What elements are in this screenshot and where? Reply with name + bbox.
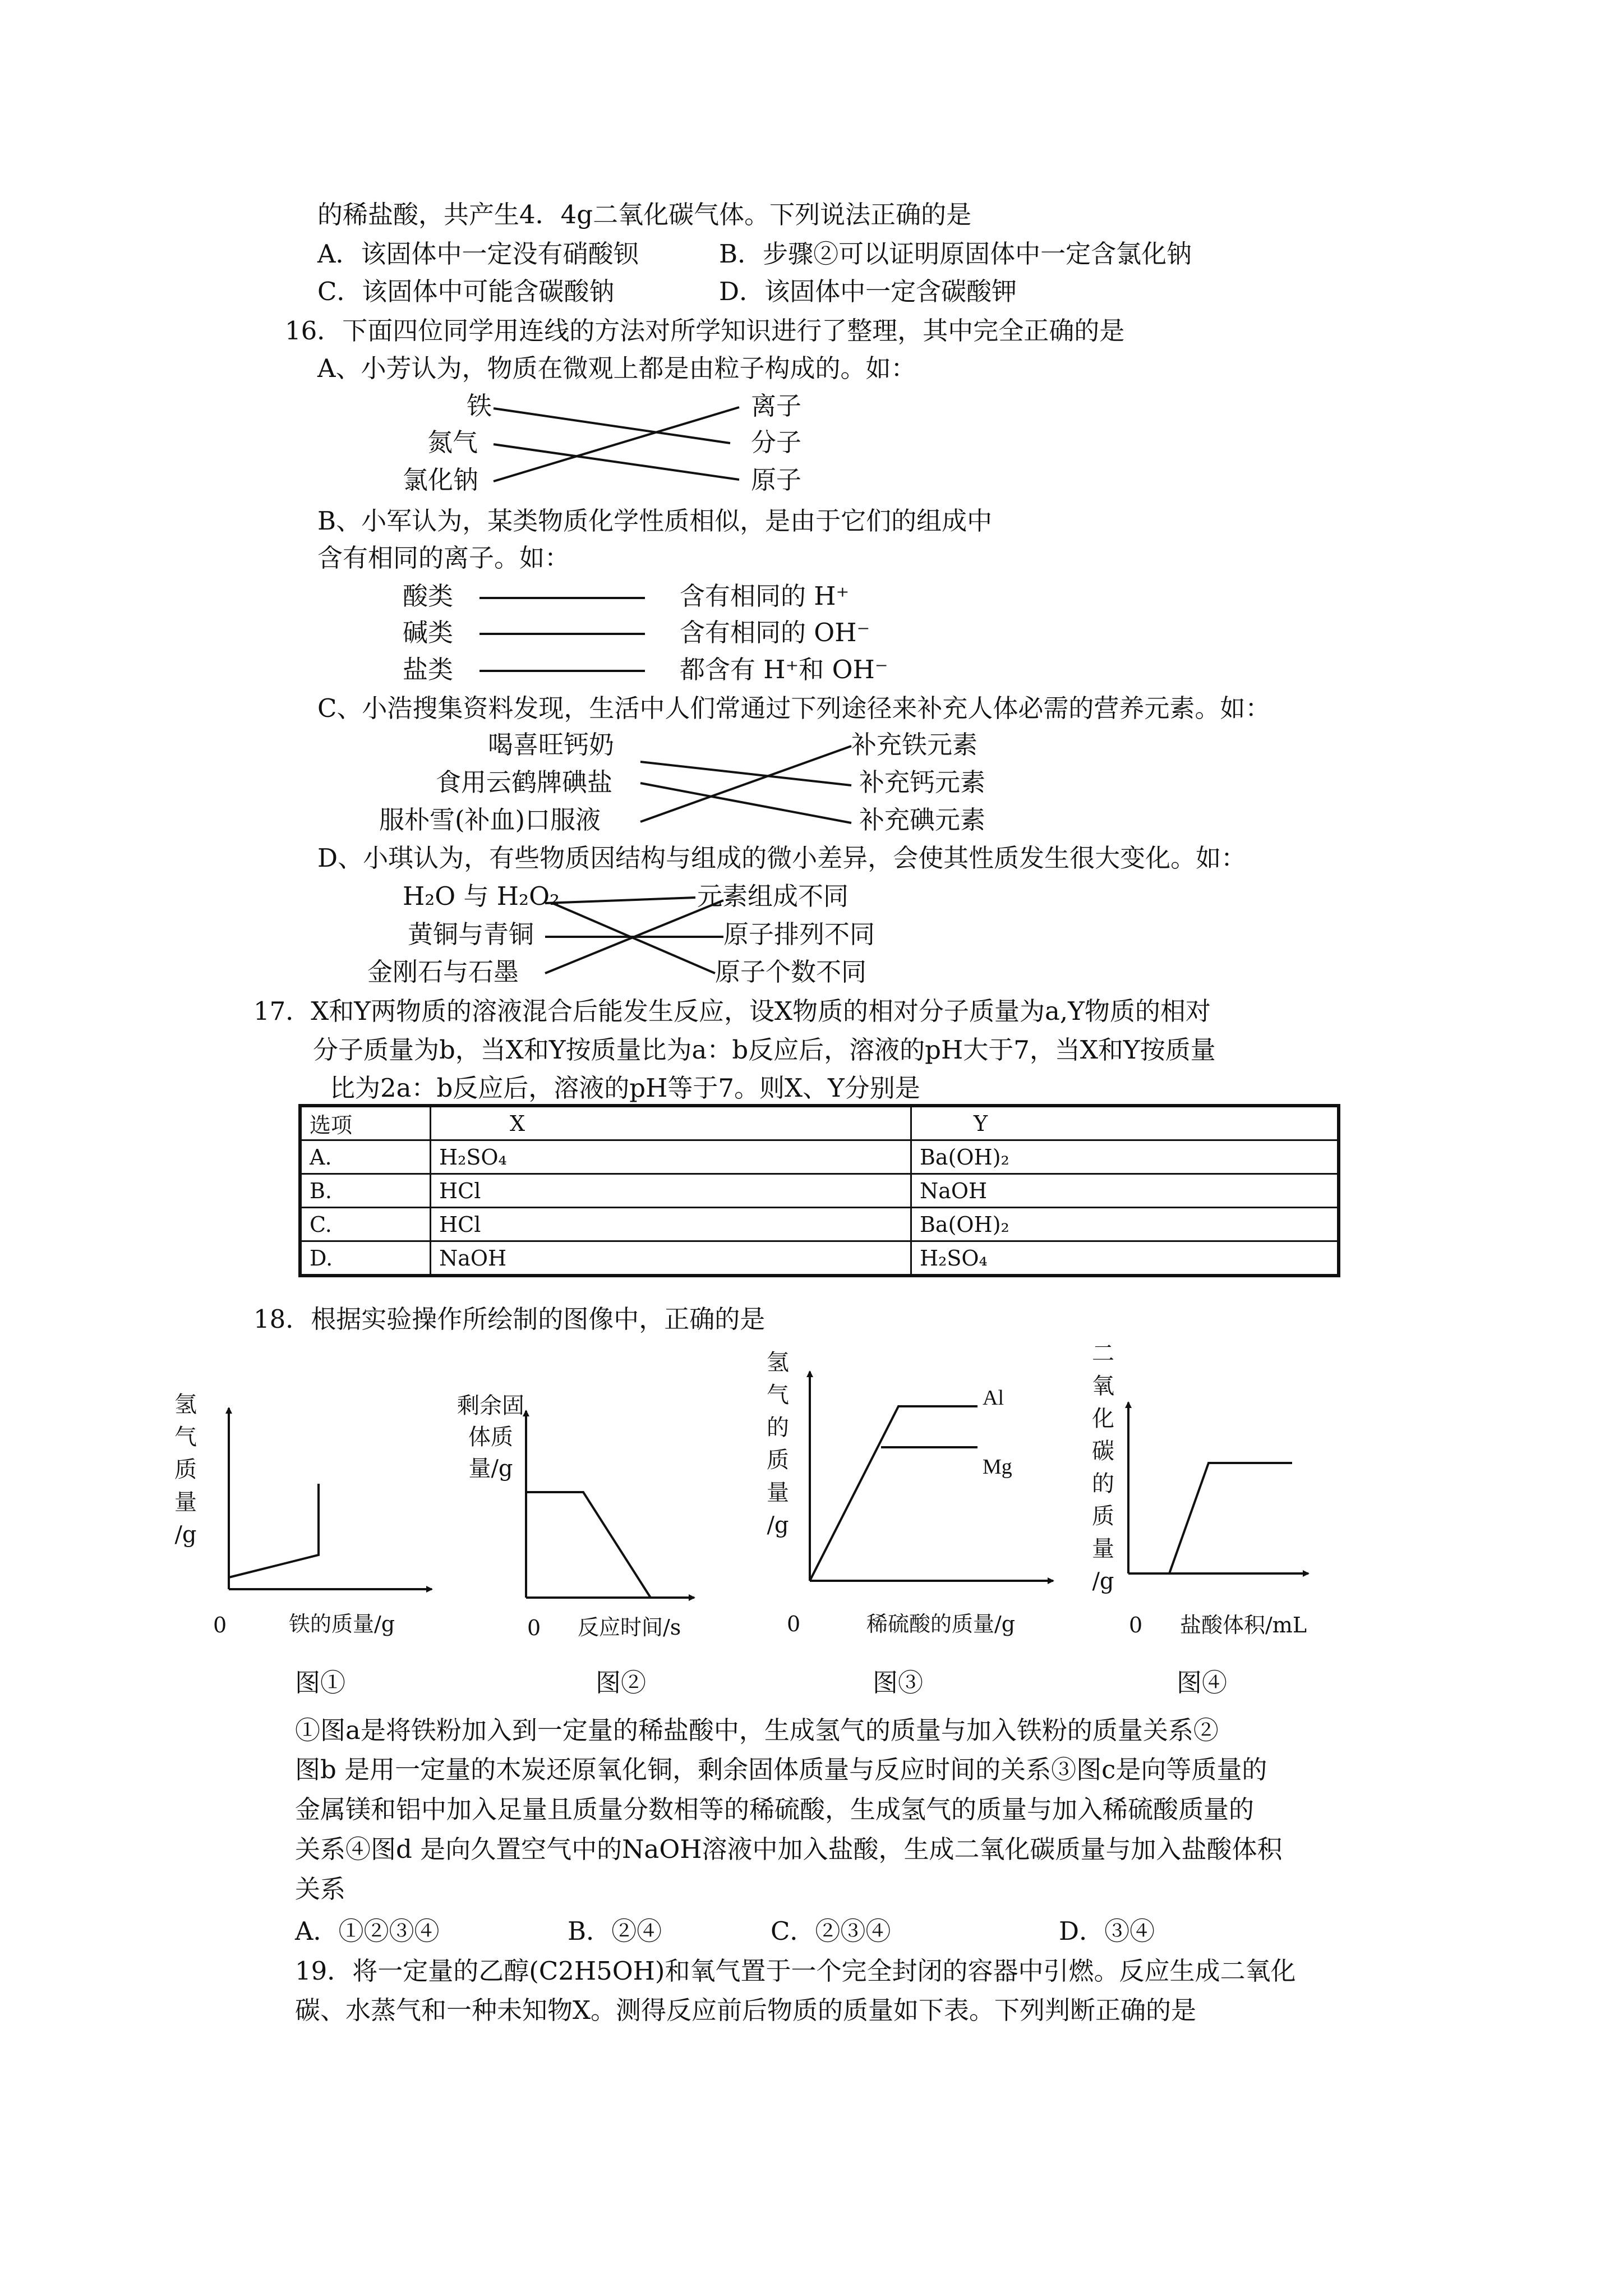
graph3-xlabel: 稀硫酸的质量/g <box>866 1612 1016 1636</box>
q16-c-left-3: 服朴雪(补血)口服液 <box>379 805 601 835</box>
graph4-caption: 图④ <box>1177 1668 1228 1697</box>
graph1-caption: 图① <box>295 1668 346 1697</box>
q18-desc-1: ①图a是将铁粉加入到一定量的稀盐酸中，生成氢气的质量与加入铁粉的质量关系② <box>295 1715 1219 1745</box>
graph2-xlabel: 反应时间/s <box>578 1615 681 1640</box>
q16-b-right-1: 含有相同的 H⁺ <box>680 581 850 611</box>
graph2-caption: 图② <box>596 1668 647 1697</box>
q16-a-connector <box>494 444 739 480</box>
q16-c-intro: C、小浩搜集资料发现，生活中人们常通过下列途径来补充人体必需的营养元素。如： <box>317 693 1271 723</box>
table-cell: NaOH <box>431 1241 911 1276</box>
graph4-ylabel: 二 氧 化 碳 的 质 量 /g <box>1092 1341 1114 1594</box>
graph3-origin: 0 <box>787 1612 801 1636</box>
q16-c-left-2: 食用云鹤牌碘盐 <box>436 767 613 797</box>
q18-option-a: A．①②③④ <box>295 1916 440 1946</box>
q17-line-3: 比为2a：b反应后，溶液的pH等于7。则X、Y分别是 <box>330 1073 920 1103</box>
table-cell: HCl <box>431 1208 911 1241</box>
graph1-ylabel: 氢 气 质 量 /g <box>174 1392 197 1548</box>
q15-stem-tail: 的稀盐酸，共产生4．4g二氧化碳气体。下列说法正确的是 <box>317 200 972 229</box>
graph3-series-al: Al <box>983 1386 1004 1410</box>
table-cell: D. <box>300 1241 431 1276</box>
graph3-series-mg: Mg <box>983 1455 1012 1479</box>
q19-line-1: 19．将一定量的乙醇(C2H5OH)和氧气置于一个完全封闭的容器中引燃。反应生成二氧化 <box>295 1956 1296 1986</box>
q15-option-b: B．步骤②可以证明原固体中一定含氯化钠 <box>719 239 1192 269</box>
q18-option-d: D．③④ <box>1059 1916 1155 1946</box>
q18-desc-5: 关系 <box>295 1874 346 1904</box>
q18-desc-4: 关系④图d 是向久置空气中的NaOH溶液中加入盐酸，生成二氧化碳质量与加入盐酸体积 <box>295 1834 1283 1864</box>
q16-d-left-1: H₂O 与 H₂O₂ <box>403 881 560 911</box>
q16-c-connector <box>640 746 851 822</box>
q16-d-right-2: 原子排列不同 <box>723 919 875 949</box>
table-cell: H₂SO₄ <box>911 1241 1339 1276</box>
table-cell: C. <box>300 1208 431 1241</box>
q18-option-b: B．②④ <box>568 1916 662 1946</box>
q16-d-connector <box>545 898 695 903</box>
q19-line-2: 碳、水蒸气和一种未知物X。测得反应前后物质的质量如下表。下列判断正确的是 <box>295 1995 1197 2025</box>
q16-a-connector <box>494 407 739 481</box>
table-cell: H₂SO₄ <box>431 1140 911 1174</box>
q16-d-right-1: 元素组成不同 <box>697 881 849 911</box>
graph2-curve <box>526 1492 651 1598</box>
q16-a-left-2: 氮气 <box>427 427 478 457</box>
graph1-curve <box>229 1484 319 1577</box>
table-cell: A. <box>300 1140 431 1174</box>
q16-d-right-3: 原子个数不同 <box>715 957 867 987</box>
q18-desc-2: 图b 是用一定量的木炭还原氧化铜，剩余固体质量与反应时间的关系③图c是向等质量的 <box>295 1755 1267 1784</box>
q18-stem: 18．根据实验操作所绘制的图像中，正确的是 <box>253 1304 766 1334</box>
q16-c-connector <box>640 783 851 823</box>
q15-option-a: A．该固体中一定没有硝酸钡 <box>317 239 639 269</box>
table-header-cell: 选项 <box>300 1106 431 1140</box>
table-cell: NaOH <box>911 1174 1339 1208</box>
graph1-xlabel: 铁的质量/g <box>289 1612 395 1636</box>
q16-c-right-3: 补充碘元素 <box>859 805 986 835</box>
graph2-origin: 0 <box>527 1616 541 1640</box>
q15-option-d: D．该固体中一定含碳酸钾 <box>719 277 1017 306</box>
graph2-ylabel: 剩余固体质量/g <box>457 1393 524 1481</box>
q16-c-left-1: 喝喜旺钙奶 <box>488 730 615 760</box>
graph4-xlabel: 盐酸体积/mL <box>1180 1613 1307 1637</box>
graph1-origin: 0 <box>213 1613 227 1637</box>
q16-b-left-3: 盐类 <box>403 655 454 684</box>
q16-b-intro-1: B、小军认为，某类物质化学性质相似，是由于它们的组成中 <box>317 506 993 536</box>
q16-a-right-3: 原子 <box>751 465 802 495</box>
table-cell: B. <box>300 1174 431 1208</box>
q16-c-right-1: 补充铁元素 <box>851 730 978 760</box>
q16-b-right-3: 都含有 H⁺和 OH⁻ <box>680 655 888 684</box>
q17-line-1: 17．X和Y两物质的溶液混合后能发生反应，设X物质的相对分子质量为a,Y物质的相对 <box>253 996 1211 1026</box>
q16-b-right-2: 含有相同的 OH⁻ <box>680 618 870 647</box>
graph3-caption: 图③ <box>873 1668 924 1697</box>
graph4-curve <box>1169 1463 1292 1573</box>
table-header-cell: Y <box>911 1106 1339 1140</box>
q16-a-right-1: 离子 <box>751 391 802 421</box>
q18-desc-3: 金属镁和铝中加入足量且质量分数相等的稀硫酸，生成氢气的质量与加入稀硫酸质量的 <box>295 1795 1255 1824</box>
q16-a-left-3: 氯化钠 <box>403 465 479 495</box>
q15-option-c: C．该固体中可能含碳酸钠 <box>317 277 615 306</box>
q16-d-left-2: 黄铜与青铜 <box>408 919 534 949</box>
table-header-cell: X <box>431 1106 911 1140</box>
table-cell: Ba(OH)₂ <box>911 1140 1339 1174</box>
q16-b-left-1: 酸类 <box>403 581 454 611</box>
q18-option-c: C．②③④ <box>771 1916 891 1946</box>
q16-a-intro: A、小芳认为，物质在微观上都是由粒子构成的。如： <box>317 353 916 383</box>
q16-b-intro-2: 含有相同的离子。如： <box>317 543 570 573</box>
q16-d-intro: D、小琪认为，有些物质因结构与组成的微小差异，会使其性质发生很大变化。如： <box>317 843 1247 873</box>
q16-stem: 16．下面四位同学用连线的方法对所学知识进行了整理，其中完全正确的是 <box>285 316 1125 346</box>
q16-a-right-2: 分子 <box>751 427 802 457</box>
q16-a-left-1: 铁 <box>467 391 492 421</box>
graph4-origin: 0 <box>1129 1613 1143 1637</box>
table-cell: HCl <box>431 1174 911 1208</box>
table-cell: Ba(OH)₂ <box>911 1208 1339 1241</box>
q16-a-connector <box>494 408 730 443</box>
q16-b-left-2: 碱类 <box>403 618 454 647</box>
graph3-curve-al <box>810 1406 978 1581</box>
q16-c-right-2: 补充钙元素 <box>859 767 986 797</box>
q16-d-left-3: 金刚石与石墨 <box>367 957 519 987</box>
graph3-ylabel: 氢 气 的 质 量 /g <box>767 1350 789 1538</box>
q17-line-2: 分子质量为b，当X和Y按质量比为a：b反应后，溶液的pH大于7，当X和Y按质量 <box>313 1035 1216 1065</box>
q16-c-connector <box>640 762 851 785</box>
